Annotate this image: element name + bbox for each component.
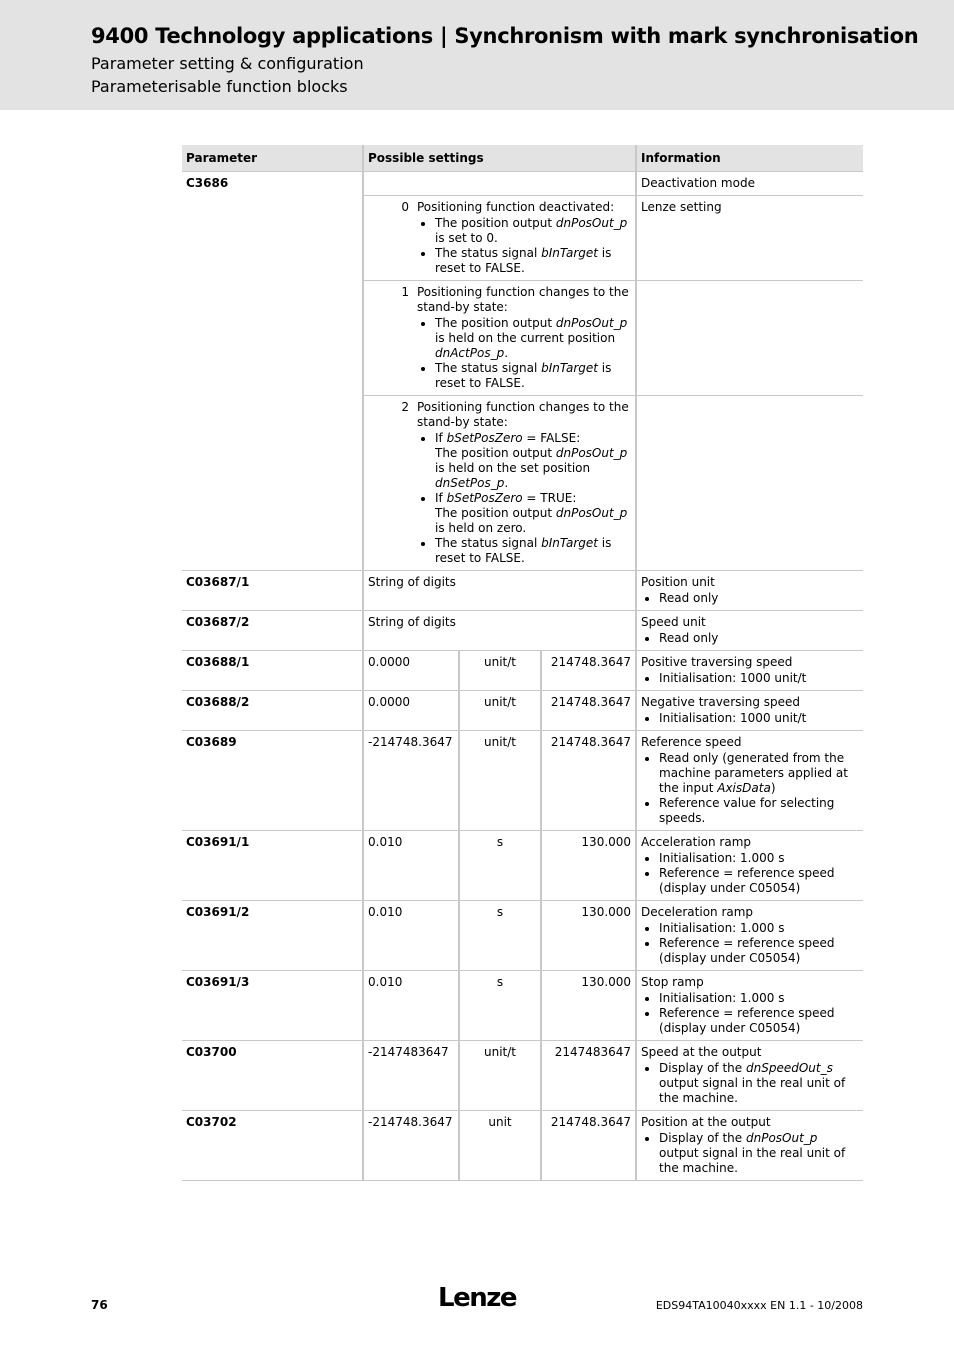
unit-cell: unit (459, 1111, 541, 1181)
parameter-name: C03689 (182, 731, 363, 831)
bullet-list (641, 631, 859, 646)
list-item: • If bSetPosZero = FALSE: The position output dnPosOut_p is held on the set position dnSetPos_p. (435, 431, 631, 491)
min-value: -214748.3647 (363, 1111, 459, 1181)
lenze-logo: Lenze (438, 1283, 516, 1313)
subsection-subtitle: Parameterisable function blocks (91, 77, 348, 96)
page-title: 9400 Technology applications | Synchronism with mark synchronisation (91, 24, 919, 48)
list-item: • Initialisation: 1000 unit/t (659, 711, 859, 726)
column-header-settings: Possible settings (363, 145, 636, 172)
table-row (182, 651, 863, 691)
table-row (182, 571, 863, 611)
max-value: 214748.3647 (541, 651, 636, 691)
bullet-list (641, 751, 859, 826)
settings-cell (363, 172, 636, 196)
option-title: Positioning function changes to the stand-by state: (417, 285, 629, 314)
parameter-name: C03687/2 (182, 611, 363, 651)
info-cell: Lenze setting (636, 196, 863, 281)
parameter-name: C3686 (182, 172, 363, 571)
option-description (413, 396, 636, 571)
table-row (182, 1041, 863, 1111)
bullet-list (641, 711, 859, 726)
info-cell (636, 281, 863, 396)
parameter-name: C03691/1 (182, 831, 363, 901)
parameter-name: C03702 (182, 1111, 363, 1181)
table-row (182, 1111, 863, 1181)
info-cell: Negative traversing speed • Initialisation: 1000 unit/t (636, 691, 863, 731)
table-row (182, 731, 863, 831)
list-item: • Initialisation: 1.000 s (659, 921, 859, 936)
unit-cell: unit/t (459, 691, 541, 731)
bullet-list (641, 1061, 859, 1106)
parameter-name: C03700 (182, 1041, 363, 1111)
list-item: • Initialisation: 1.000 s (659, 991, 859, 1006)
parameter-name: C03691/2 (182, 901, 363, 971)
bullet-list (641, 851, 859, 896)
list-item: • Reference = reference speed (display under C05054) (659, 866, 859, 896)
list-item: • Read only (659, 631, 859, 646)
min-value: 0.0000 (363, 651, 459, 691)
list-item: • Read only (659, 591, 859, 606)
info-cell: Deactivation mode (636, 172, 863, 196)
list-item: • Initialisation: 1000 unit/t (659, 671, 859, 686)
option-description (413, 281, 636, 396)
page-number: 76 (91, 1298, 108, 1312)
option-title: Positioning function changes to the stand-by state: (417, 400, 629, 429)
unit-cell: unit/t (459, 731, 541, 831)
table-row (182, 831, 863, 901)
info-cell: Stop ramp • Initialisation: 1.000 s • Reference = reference speed (display under C05054) (636, 971, 863, 1041)
max-value: 130.000 (541, 901, 636, 971)
bullet-list (417, 216, 631, 276)
max-value: 214748.3647 (541, 731, 636, 831)
min-value: 0.0000 (363, 691, 459, 731)
unit-cell: s (459, 971, 541, 1041)
bullet-list (641, 991, 859, 1036)
settings-cell: String of digits (363, 611, 636, 651)
info-cell (636, 396, 863, 571)
info-cell: Acceleration ramp • Initialisation: 1.000 s • Reference = reference speed (display under C05054) (636, 831, 863, 901)
list-item: • Display of the dnPosOut_p output signal in the real unit of the machine. (659, 1131, 859, 1176)
bullet-list (641, 1131, 859, 1176)
list-item: • The position output dnPosOut_p is held on the current position dnActPos_p. (435, 316, 631, 361)
min-value: 0.010 (363, 901, 459, 971)
page-header (0, 0, 954, 110)
document-id: EDS94TA10040xxxx EN 1.1 - 10/2008 (655, 1299, 863, 1312)
list-item: • Initialisation: 1.000 s (659, 851, 859, 866)
unit-cell: s (459, 901, 541, 971)
max-value: 214748.3647 (541, 691, 636, 731)
parameter-name: C03688/1 (182, 651, 363, 691)
list-item: • Read only (generated from the machine parameters applied at the input AxisData) (659, 751, 859, 796)
unit-cell: s (459, 831, 541, 901)
list-item: • Display of the dnSpeedOut_s output signal in the real unit of the machine. (659, 1061, 859, 1106)
list-item: • Reference = reference speed (display under C05054) (659, 936, 859, 966)
list-item: • The status signal bInTarget is reset to FALSE. (435, 536, 631, 566)
max-value: 130.000 (541, 971, 636, 1041)
parameter-table (182, 145, 863, 1181)
bullet-list (417, 316, 631, 391)
table-row (182, 901, 863, 971)
list-item: • The status signal bInTarget is reset to FALSE. (435, 361, 631, 391)
settings-cell: String of digits (363, 571, 636, 611)
column-header-information: Information (636, 145, 863, 172)
option-title: Positioning function deactivated: (417, 200, 615, 214)
info-cell: Speed unit • Read only (636, 611, 863, 651)
list-item: • The position output dnPosOut_p is set to 0. (435, 216, 631, 246)
option-description (413, 196, 636, 281)
info-cell: Position at the output • Display of the dnPosOut_p output signal in the real unit of the machine. (636, 1111, 863, 1181)
parameter-name: C03688/2 (182, 691, 363, 731)
table-row (182, 172, 863, 196)
max-value: 130.000 (541, 831, 636, 901)
list-item: • The status signal bInTarget is reset to FALSE. (435, 246, 631, 276)
info-cell: Positive traversing speed • Initialisation: 1000 unit/t (636, 651, 863, 691)
option-value: 1 (363, 281, 413, 396)
option-value: 2 (363, 396, 413, 571)
list-item: • Reference value for selecting speeds. (659, 796, 859, 826)
info-cell: Reference speed • Read only (generated from the machine parameters applied at the input AxisData) • Reference value for selecting speeds. (636, 731, 863, 831)
bullet-list (641, 921, 859, 966)
section-subtitle: Parameter setting & configuration (91, 54, 364, 73)
max-value: 2147483647 (541, 1041, 636, 1111)
list-item: • If bSetPosZero = TRUE: The position output dnPosOut_p is held on zero. (435, 491, 631, 536)
min-value: -2147483647 (363, 1041, 459, 1111)
bullet-list (417, 431, 631, 566)
min-value: 0.010 (363, 831, 459, 901)
table-header-row (182, 145, 863, 172)
parameter-name: C03687/1 (182, 571, 363, 611)
unit-cell: unit/t (459, 651, 541, 691)
info-cell: Position unit • Read only (636, 571, 863, 611)
bullet-list (641, 591, 859, 606)
unit-cell: unit/t (459, 1041, 541, 1111)
info-cell: Speed at the output • Display of the dnSpeedOut_s output signal in the real unit of the machine. (636, 1041, 863, 1111)
min-value: -214748.3647 (363, 731, 459, 831)
column-header-parameter: Parameter (182, 145, 363, 172)
info-cell: Deceleration ramp • Initialisation: 1.000 s • Reference = reference speed (display under C05054) (636, 901, 863, 971)
max-value: 214748.3647 (541, 1111, 636, 1181)
bullet-list (641, 671, 859, 686)
table-row (182, 691, 863, 731)
list-item: • Reference = reference speed (display under C05054) (659, 1006, 859, 1036)
table-row (182, 611, 863, 651)
min-value: 0.010 (363, 971, 459, 1041)
option-value: 0 (363, 196, 413, 281)
parameter-name: C03691/3 (182, 971, 363, 1041)
table-row (182, 971, 863, 1041)
